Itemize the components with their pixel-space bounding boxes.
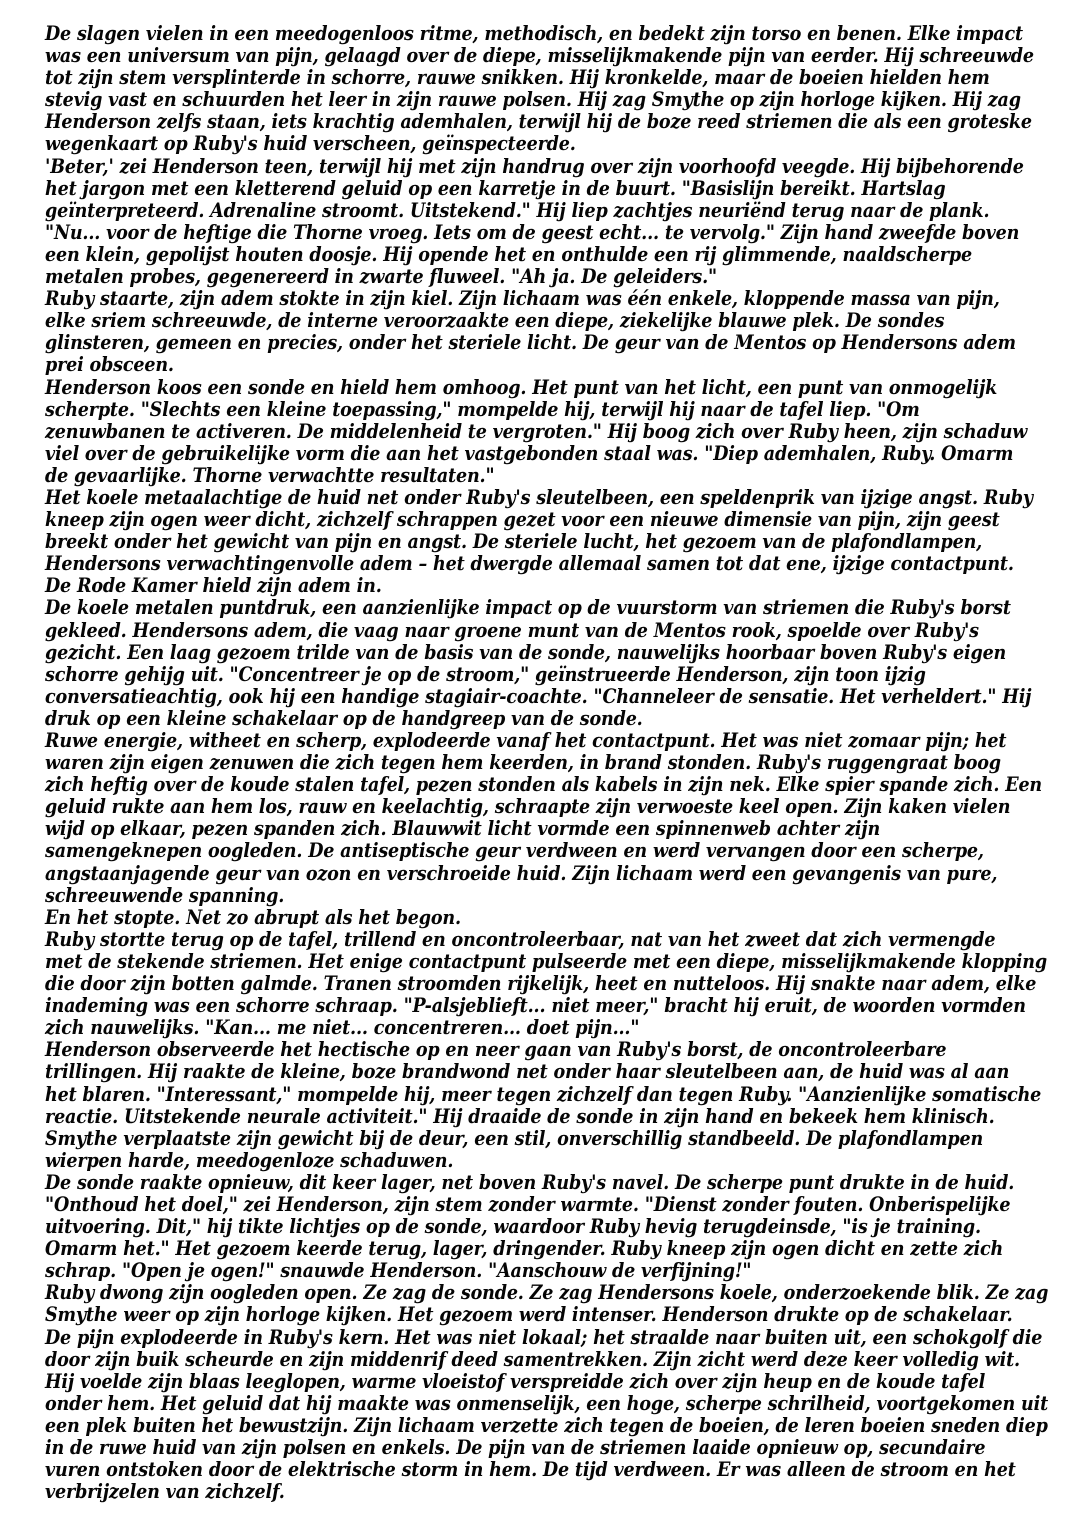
text-line: De sonde raakte opnieuw, dit keer lager, net boven Ruby's navel. De scherpe punt drukte in de huid. [45, 1170, 1015, 1194]
text-line: stevig vast en schuurden het leer in zijn rauwe polsen. Hij zag Smythe op zijn horloge kijken. Hij zag [45, 88, 1021, 112]
text-line: Henderson observeerde het hectische op en neer gaan van Ruby's borst, de oncontroleerbare [45, 1038, 947, 1062]
text-line: 'Beter,' zei Henderson teen, terwijl hij met zijn handrug over zijn voorhoofd veegde. Hij bijbehorende [45, 154, 1024, 178]
text-line: gekleed. Hendersons adem, die vaag naar groene munt van de Mentos rook, spoelde over Ruby's [45, 618, 979, 642]
text-line: Smythe weer op zijn horloge kijken. Het gezoem werd intenser. Henderson drukte op de schakelaar. [45, 1303, 1013, 1327]
text-line: zich heftig over de koude stalen tafel, pezen stonden als kabels in zijn nek. Elke spier spande zich. Een [45, 773, 1043, 797]
text-line: Ruby staarte, zijn adem stokte in zijn kiel. Zijn lichaam was één enkele, kloppende massa van pijn, [45, 287, 1000, 311]
text-line: wierpen harde, meedogenloze schaduwen. [45, 1148, 454, 1172]
text-line: het jargon met een kletterend geluid op een karretje in de buurt. "Basislijn bereikt. Hartslag [45, 176, 946, 200]
text-line: reactie. Uitstekende neurale activiteit." Hij draaide de sonde in zijn hand en bekeek hem klinisch. [45, 1104, 995, 1128]
text-line: tot zijn stem versplinterde in schorre, rauwe snikken. Hij kronkelde, maar de boeien hielden hem [45, 66, 990, 90]
text-line: met de stekende striemen. Het enige contactpunt pulseerde met een diepe, misselijkmakende klopping [45, 949, 1047, 973]
text-line: glinsteren, gemeen en precies, onder het steriele licht. De geur van de Mentos op Hendersons adem [45, 331, 1016, 355]
text-line: die door zijn botten galmde. Tranen stroomden rijkelijk, heet en nutteloos. Hij snakte naar adem, elke [45, 972, 1037, 996]
text-line: geïnterpreteerd. Adrenaline stroomt. Uitstekend." Hij liep zachtjes neuriënd terug naar de plank. [45, 198, 990, 222]
text-line: Hendersons verwachtingenvolle adem – het dwergde allemaal samen tot dat ene, ijzige contactpunt. [45, 552, 1014, 576]
text-line: druk op een kleine schakelaar op de handgreep van de sonde. [45, 706, 643, 730]
text-line: Omarm het." Het gezoem keerde terug, lager, dringender. Ruby kneep zijn ogen dicht en zette zich [45, 1237, 1004, 1261]
text-line: breekt onder het gewicht van pijn en angst. De steriele lucht, het gezoem van de plafondlampen, [45, 530, 983, 554]
text-line: trillingen. Hij raakte de kleine, boze brandwond net onder haar sleutelbeen aan, de huid was al aan [45, 1060, 1010, 1084]
text-line: een klein, gepolijst houten doosje. Hij opende het en onthulde een rij glimmende, naaldscherpe [45, 242, 972, 266]
text-line: schrap. "Open je ogen!" snauwde Henderson. "Aanschouw de verfijning!" [45, 1259, 752, 1283]
text-line: zich nauwelijks. "Kan... me niet... concentreren... doet pijn..." [45, 1016, 640, 1040]
text-line: Ruby dwong zijn oogleden open. Ze zag de sonde. Ze zag Hendersons koele, onderzoekende blik. Ze zag [45, 1281, 1049, 1305]
text-line: geluid rukte aan hem los, rauw en keelachtig, schraapte zijn verwoeste keel open. Zijn kaken vielen [45, 795, 1011, 819]
text-line: samengeknepen oogleden. De antiseptische geur verdween en werd vervangen door een scherpe, [45, 839, 984, 863]
text-line: Ruby stortte terug op de tafel, trillend en oncontroleerbaar, nat van het zweet dat zich vermengde [45, 927, 996, 951]
text-line: Hij voelde zijn blaas leeglopen, warme vloeistof verspreidde zich over zijn heup en de koude tafel [45, 1369, 986, 1393]
text-line: een plek buiten het bewustzijn. Zijn lichaam verzette zich tegen de boeien, de leren boeien sneden diep [45, 1413, 1048, 1437]
text-line: Smythe verplaatste zijn gewicht bij de deur, een stil, onverschillig standbeeld. De plafondlampen [45, 1126, 984, 1150]
text-line: metalen probes, gegenereerd in zwarte fluweel. "Ah ja. De geleiders." [45, 265, 718, 289]
text-line: schorre gehijg uit. "Concentreer je op de stroom," geïnstrueerde Henderson, zijn toon ijzig [45, 662, 926, 686]
text-line: angstaanjagende geur van ozon en verschroeide huid. Zijn lichaam werd een gevangenis van pure, [45, 861, 998, 885]
text-line: "Onthoud het doel," zei Henderson, zijn stem zonder warmte. "Dienst zonder fouten. Onberispelijke [45, 1192, 1011, 1216]
text-line: in de ruwe huid van zijn polsen en enkels. De pijn van de striemen laaide opnieuw op, secundaire [45, 1436, 986, 1459]
text-line: uitvoering. Dit," hij tikte lichtjes op de sonde, waardoor Ruby hevig terugdeinsde, "is je training. [45, 1215, 981, 1239]
text-line: verbrijzelen van zichzelf. [45, 1480, 285, 1504]
text-line: De slagen vielen in een meedogenloos ritme, methodisch, en bedekt zijn torso en benen. Elke impact [45, 22, 1023, 45]
text-line: kneep zijn ogen weer dicht, zichzelf schrappen gezet voor een nieuwe dimensie van pijn, zijn geest [45, 508, 1000, 532]
text-line: De pijn explodeerde in Ruby's kern. Het was niet lokaal; het straalde naar buiten uit, een schokgolf die [45, 1325, 1043, 1349]
text-line: elke sriem schreeuwde, de interne veroorzaakte een diepe, ziekelijke blauwe plek. De sondes [45, 309, 945, 333]
text-line: Henderson koos een sonde en hield hem omhoog. Het punt van het licht, een punt van onmogelijk [45, 375, 998, 399]
text-line: waren zijn eigen zenuwen die zich tegen hem keerden, in brand stonden. Ruby's ruggengraat boog [45, 751, 1001, 775]
text-line: was een universum van pijn, gelaagd over de diepe, misselijkmakende pijn van eerder. Hij schreeuwde [45, 44, 1034, 68]
text-line: onder hem. Het geluid dat hij maakte was onmenselijk, een hoge, scherpe schrilheid, voortgekomen uit [45, 1391, 1048, 1415]
text-line: prei obsceen. [45, 353, 174, 377]
text-line: Het koele metaalachtige de huid net onder Ruby's sleutelbeen, een speldenprik van ijzige angst. Ruby [45, 485, 1033, 509]
text-line: vuren ontstoken door de elektrische storm in hem. De tijd verdween. Er was alleen de stroom en het [45, 1458, 1016, 1482]
text-line: De Rode Kamer hield zijn adem in. [45, 574, 382, 598]
text-line: Henderson zelfs staan, iets krachtig ademhalen, terwijl hij de boze reed striemen die als een groteske [45, 110, 1032, 134]
text-line: schreeuwende spanning. [45, 883, 285, 907]
text-line: De koele metalen puntdruk, een aanzienlijke impact op de vuurstorm van striemen die Ruby's borst [45, 596, 1011, 620]
text-line: inademing was een schorre schraap. "P-alsjeblieft... niet meer," bracht hij eruit, de woorden vormden [45, 994, 1026, 1018]
text-line: door zijn buik scheurde en zijn middenrif deed samentrekken. Zijn zicht werd deze keer volledig wit. [45, 1347, 1020, 1371]
text-line: gezicht. Een laag gezoem trilde van de basis van de sonde, nauwelijks hoorbaar boven Ruby's eigen [45, 640, 1007, 664]
text-line: wegenkaart op Ruby's huid verscheen, geïnspecteerde. [45, 132, 576, 156]
text-line: viel over de gebruikelijke vorm die aan het vastgebonden staal was. "Diep ademhalen, Ruby. Omarm [45, 441, 1014, 465]
text-line: het blaren. "Interessant," mompelde hij, meer tegen zichzelf dan tegen Ruby. "Aanzienlijke somatische [45, 1082, 1042, 1106]
text-line: conversatieachtig, ook hij een handige stagiair-coachte. "Channeleer de sensatie. Het verheldert." Hij [45, 684, 1032, 708]
text-line: zenuwbanen te activeren. De middelenheid te vergroten." Hij boog zich over Ruby heen, zijn schaduw [45, 419, 1028, 443]
text-line: "Nu... voor de heftige die Thorne vroeg. Iets om de geest echt... te vervolg." Zijn hand zweefde boven [45, 220, 1020, 244]
text-line: En het stopte. Net zo abrupt als het begon. [45, 905, 461, 929]
text-line: de gevaarlijke. Thorne verwachtte resultaten." [45, 463, 495, 487]
text-line: Ruwe energie, witheet en scherp, explodeerde vanaf het contactpunt. Het was niet zomaar pijn; het [45, 729, 1007, 752]
text-line: scherpte. "Slechts een kleine toepassing," mompelde hij, terwijl hij naar de tafel liep. "Om [45, 397, 920, 421]
text-line: wijd op elkaar, pezen spanden zich. Blauwwit licht vormde een spinnenweb achter zijn [45, 817, 881, 841]
